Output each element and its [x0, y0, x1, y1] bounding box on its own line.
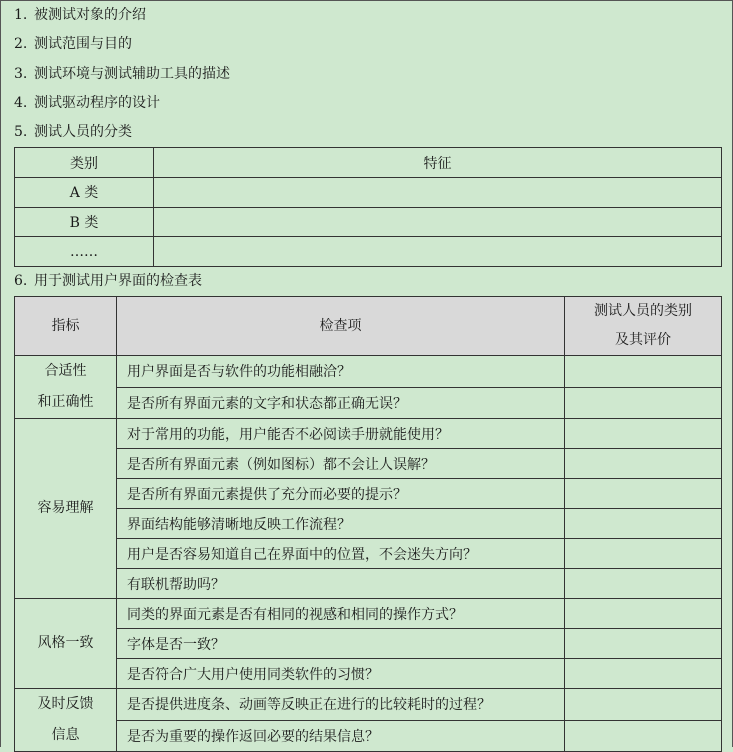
section-3: 3. 测试环境与测试辅助工具的描述 [14, 65, 230, 82]
check-item: 对于常用的功能，用户能否不必阅读手册就能使用？ [117, 419, 565, 449]
indicator-cell: 容易理解 [15, 419, 117, 599]
check-item: 是否提供进度条、动画等反映正在进行的比较耗时的过程？ [117, 689, 565, 721]
category-cell: A 类 [15, 178, 154, 208]
section-2: 2. 测试范围与目的 [14, 36, 132, 53]
check-item: 界面结构能够清晰地反映工作流程？ [117, 509, 565, 539]
feature-cell [154, 207, 722, 237]
indicator-cell: 合适性 和正确性 [15, 356, 117, 419]
category-cell: B 类 [15, 207, 154, 237]
feature-cell [154, 237, 722, 267]
section-6: 6. 用于测试用户界面的检查表 [14, 272, 202, 289]
table-row [15, 509, 722, 539]
rating-cell [565, 539, 722, 569]
header-rating: 测试人员的类别 及其评价 [565, 297, 722, 356]
table-row [15, 419, 722, 449]
header-feature: 特征 [154, 148, 722, 178]
check-item: 有联机帮助吗？ [117, 569, 565, 599]
table-row [15, 449, 722, 479]
check-item: 是否为重要的操作返回必要的结果信息？ [117, 720, 565, 752]
rating-cell [565, 449, 722, 479]
check-item: 是否符合广大用户使用同类软件的习惯？ [117, 659, 565, 689]
rating-cell [565, 599, 722, 629]
feature-cell [154, 178, 722, 208]
check-item: 用户是否容易知道自己在界面中的位置，不会迷失方向？ [117, 539, 565, 569]
category-cell: …… [15, 237, 154, 267]
table-row [15, 569, 722, 599]
table-header-row [15, 148, 722, 178]
section-4: 4. 测试驱动程序的设计 [14, 94, 160, 111]
table-row [15, 237, 722, 267]
rating-cell [565, 689, 722, 721]
check-item: 同类的界面元素是否有相同的视感和相同的操作方式？ [117, 599, 565, 629]
rating-cell [565, 387, 722, 419]
rating-cell [565, 629, 722, 659]
rating-cell [565, 659, 722, 689]
table-row [15, 539, 722, 569]
header-category: 类别 [15, 148, 154, 178]
table-row [15, 479, 722, 509]
check-item: 字体是否一致？ [117, 629, 565, 659]
table-row [15, 356, 722, 388]
rating-cell [565, 569, 722, 599]
rating-cell [565, 479, 722, 509]
check-item: 用户界面是否与软件的功能相融洽？ [117, 356, 565, 388]
table-header-row [15, 297, 722, 356]
check-item: 是否所有界面元素的文字和状态都正确无误？ [117, 387, 565, 419]
indicator-cell: 风格一致 [15, 599, 117, 689]
rating-cell [565, 509, 722, 539]
indicator-cell: 及时反馈 信息 [15, 689, 117, 752]
ui-checklist-table [14, 296, 722, 752]
table-row [15, 207, 722, 237]
rating-cell [565, 356, 722, 388]
table-row [15, 659, 722, 689]
table-row [15, 629, 722, 659]
header-indicator: 指标 [15, 297, 117, 356]
tester-category-table [14, 147, 722, 266]
rating-cell [565, 419, 722, 449]
table-row [15, 689, 722, 721]
check-item: 是否所有界面元素提供了充分而必要的提示？ [117, 479, 565, 509]
table-row [15, 178, 722, 208]
table-row [15, 387, 722, 419]
section-5: 5. 测试人员的分类 [14, 124, 132, 141]
table-row [15, 599, 722, 629]
header-check-item: 检查项 [117, 297, 565, 356]
check-item: 是否所有界面元素（例如图标）都不会让人误解？ [117, 449, 565, 479]
section-1: 1. 被测试对象的介绍 [14, 7, 146, 23]
